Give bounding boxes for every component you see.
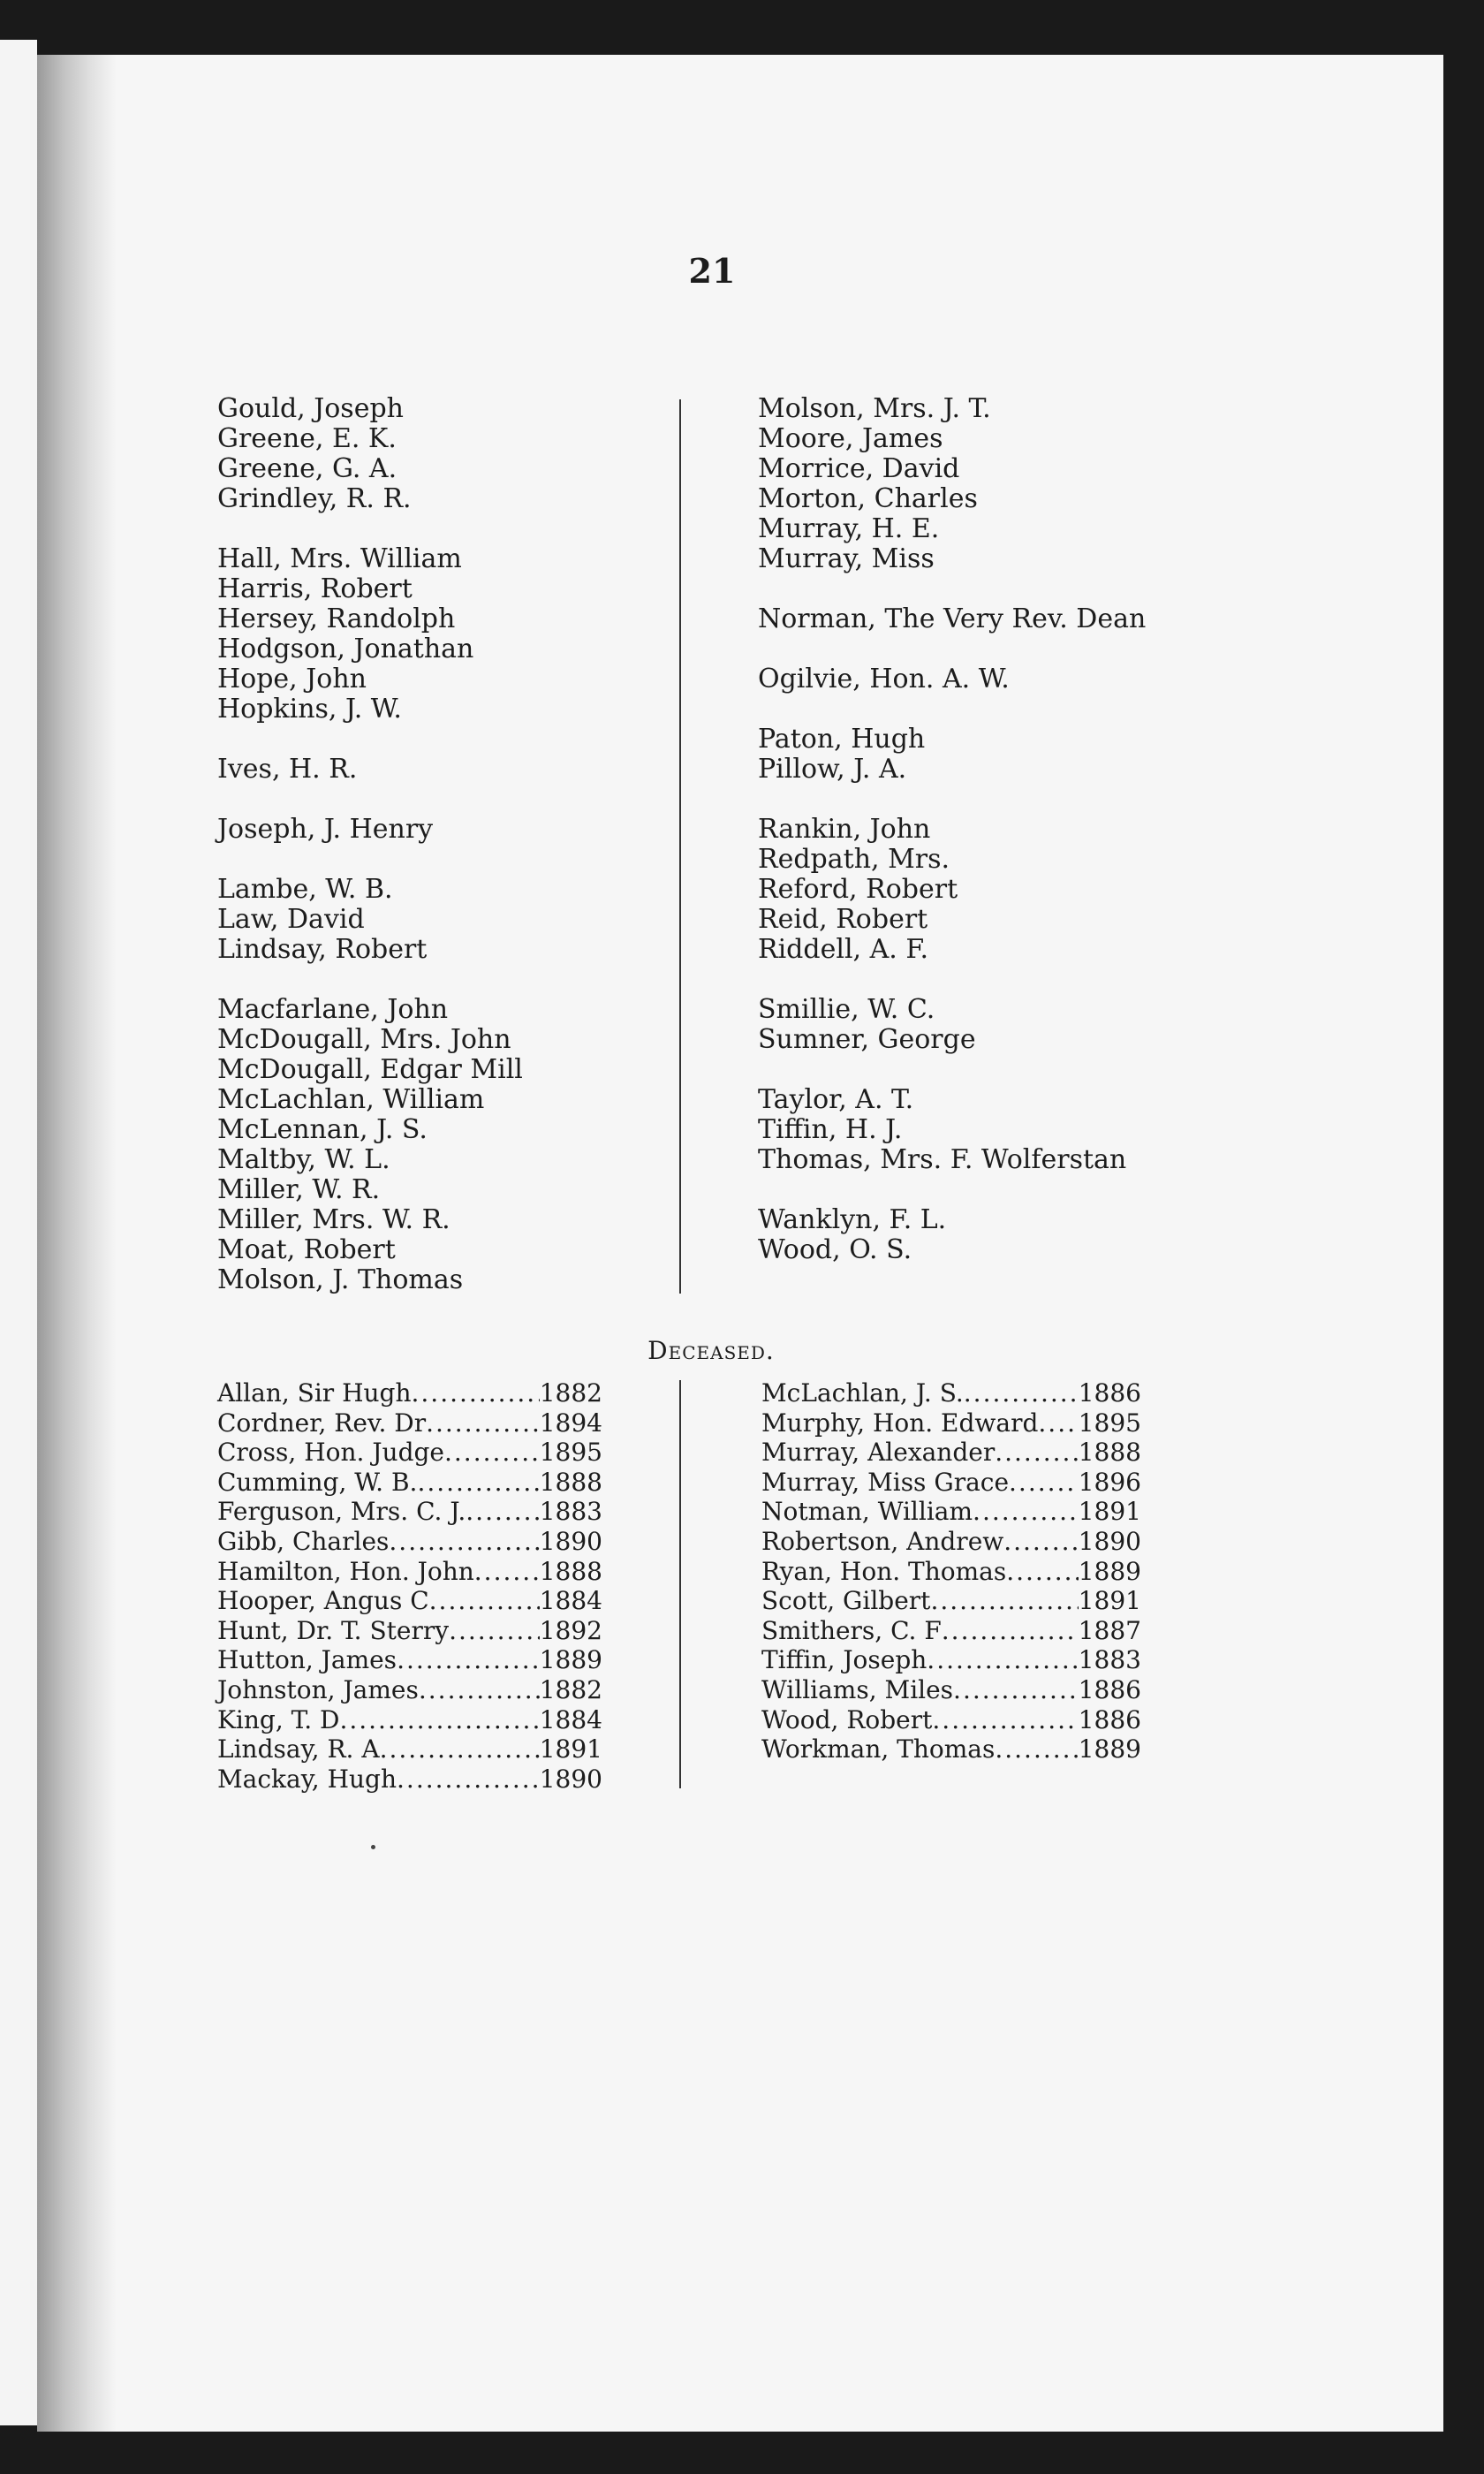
- member-name: Ives, H. R.: [217, 754, 358, 785]
- deceased-name: Hunt, Dr. T. Sterry: [217, 1615, 450, 1645]
- deceased-name: McLachlan, J. S.: [761, 1378, 964, 1408]
- deceased-name: Cross, Hon. Judge: [217, 1438, 444, 1468]
- deceased-name: Allan, Sir Hugh: [217, 1378, 412, 1408]
- deceased-year: 1886: [1078, 1378, 1141, 1408]
- dot-leader: [1006, 1557, 1079, 1587]
- dot-leader: [444, 1438, 540, 1468]
- deceased-year: 1882: [539, 1674, 602, 1704]
- deceased-entry: [217, 1557, 602, 1587]
- deceased-name: Ferguson, Mrs. C. J.: [217, 1497, 466, 1527]
- dot-leader: [426, 1408, 540, 1438]
- dot-leader: [389, 1527, 539, 1557]
- members-list-right: [758, 394, 1288, 1265]
- dot-leader: [412, 1378, 540, 1408]
- deceased-entry: [761, 1675, 1141, 1705]
- deceased-name: Murray, Miss Grace: [761, 1467, 1010, 1497]
- member-name: Hopkins, J. W.: [217, 694, 402, 725]
- deceased-entry: [217, 1497, 602, 1527]
- dot-leader: [995, 1438, 1079, 1468]
- deceased-name: Gibb, Charles: [217, 1526, 390, 1556]
- member-name: Taylor, A. T.: [758, 1084, 914, 1115]
- member-name: Macfarlane, John: [217, 994, 449, 1025]
- deceased-entry: [217, 1378, 602, 1408]
- page-number: 21: [688, 251, 736, 291]
- deceased-year: 1891: [1078, 1497, 1141, 1527]
- deceased-entry: [217, 1675, 602, 1705]
- member-name: Lambe, W. B.: [217, 874, 393, 905]
- member-name: Molson, Mrs. J. T.: [758, 393, 991, 424]
- deceased-name: Mackay, Hugh: [217, 1764, 398, 1794]
- deceased-entry: [217, 1468, 602, 1498]
- list-spacer: [217, 965, 677, 995]
- list-spacer: [217, 514, 677, 544]
- deceased-year: 1883: [1078, 1645, 1141, 1675]
- member-name: Joseph, J. Henry: [217, 814, 434, 845]
- deceased-name: Hutton, James: [217, 1645, 398, 1675]
- member-name: Greene, G. A.: [217, 453, 398, 484]
- deceased-year: 1890: [539, 1526, 602, 1556]
- dot-leader: [466, 1497, 539, 1527]
- dot-leader: [927, 1645, 1078, 1675]
- deceased-name: Murray, Alexander: [761, 1438, 996, 1468]
- facing-page-edge: [0, 40, 37, 2425]
- dot-leader: [397, 1645, 540, 1675]
- dot-leader: [995, 1734, 1078, 1764]
- deceased-name: Williams, Miles: [761, 1674, 954, 1704]
- deceased-entry: [217, 1586, 602, 1616]
- deceased-year: 1887: [1078, 1615, 1141, 1645]
- list-spacer: [758, 1055, 1288, 1085]
- member-name: Gould, Joseph: [217, 393, 404, 424]
- deceased-name: Notman, William: [761, 1497, 973, 1527]
- member-name: Pillow, J. A.: [758, 754, 907, 785]
- deceased-entry: [217, 1408, 602, 1438]
- deceased-entry: [217, 1527, 602, 1557]
- member-name: Hersey, Randolph: [217, 603, 456, 634]
- deceased-entry: [761, 1438, 1141, 1468]
- deceased-year: 1890: [1078, 1526, 1141, 1556]
- deceased-year: 1889: [1078, 1734, 1141, 1764]
- deceased-year: 1888: [1078, 1438, 1141, 1468]
- deceased-name: Cordner, Rev. Dr: [217, 1408, 427, 1438]
- deceased-entry: [761, 1408, 1141, 1438]
- list-spacer: [217, 725, 677, 755]
- member-name: Hodgson, Jonathan: [217, 634, 474, 664]
- column-divider-bottom: [679, 1380, 681, 1788]
- member-name: Wood, O. S.: [758, 1234, 912, 1265]
- deceased-year: 1895: [1078, 1408, 1141, 1438]
- deceased-entry: [761, 1586, 1141, 1616]
- dot-leader: [449, 1616, 540, 1646]
- member-name: Moat, Robert: [217, 1234, 396, 1265]
- dot-leader: [419, 1675, 540, 1705]
- deceased-name: Hooper, Angus C: [217, 1586, 429, 1616]
- deceased-name: Cumming, W. B.: [217, 1467, 418, 1497]
- deceased-name: Tiffin, Joseph: [761, 1645, 928, 1675]
- member-name: McDougall, Mrs. John: [217, 1024, 511, 1055]
- deceased-year: 1882: [539, 1378, 602, 1408]
- member-name: Hope, John: [217, 664, 367, 694]
- member-name: Rankin, John: [758, 814, 931, 845]
- dot-leader: [930, 1586, 1078, 1616]
- deceased-entry: [761, 1468, 1141, 1498]
- list-spacer: [758, 574, 1288, 604]
- deceased-entry: [761, 1734, 1141, 1764]
- dot-leader: [1009, 1468, 1079, 1498]
- dot-leader: [429, 1586, 540, 1616]
- dot-leader: [953, 1675, 1079, 1705]
- deceased-year: 1895: [539, 1438, 602, 1468]
- member-name: Redpath, Mrs.: [758, 844, 950, 875]
- deceased-name: Robertson, Andrew: [761, 1526, 1004, 1556]
- member-name: Smillie, W. C.: [758, 994, 935, 1025]
- deceased-list-left: [217, 1378, 602, 1794]
- deceased-year: 1884: [539, 1704, 602, 1734]
- deceased-name: Workman, Thomas: [761, 1734, 996, 1764]
- member-name: Molson, J. Thomas: [217, 1264, 464, 1295]
- deceased-year: 1889: [1078, 1556, 1141, 1586]
- member-name: Reid, Robert: [758, 904, 928, 935]
- deceased-list-right: [761, 1378, 1141, 1764]
- member-name: Thomas, Mrs. F. Wolferstan: [758, 1144, 1127, 1175]
- column-divider-top: [679, 399, 681, 1294]
- deceased-name: King, T. D: [217, 1704, 340, 1734]
- deceased-name: Wood, Robert: [761, 1704, 933, 1734]
- deceased-year: 1886: [1078, 1674, 1141, 1704]
- deceased-name: Johnston, James: [217, 1674, 419, 1704]
- deceased-name: Murphy, Hon. Edward: [761, 1408, 1039, 1438]
- deceased-name: Scott, Gilbert: [761, 1586, 931, 1616]
- deceased-year: 1883: [539, 1497, 602, 1527]
- dot-leader: [942, 1616, 1079, 1646]
- member-name: Grindley, R. R.: [217, 483, 412, 514]
- member-name: Reford, Robert: [758, 874, 958, 905]
- dot-leader: [339, 1705, 539, 1735]
- list-spacer: [758, 694, 1288, 725]
- gutter-shadow: [37, 55, 117, 2432]
- dot-leader: [474, 1557, 540, 1587]
- deceased-entry: [761, 1705, 1141, 1735]
- deceased-entry: [761, 1645, 1141, 1675]
- members-list-left: [217, 394, 677, 1295]
- member-name: Tiffin, H. J.: [758, 1114, 903, 1145]
- deceased-year: 1896: [1078, 1467, 1141, 1497]
- member-name: Moore, James: [758, 423, 943, 454]
- deceased-year: 1889: [539, 1645, 602, 1675]
- member-name: Riddell, A. F.: [758, 934, 929, 965]
- member-name: Sumner, George: [758, 1024, 976, 1055]
- print-speck: [371, 1845, 375, 1849]
- dot-leader: [1003, 1527, 1079, 1557]
- deceased-year: 1894: [539, 1408, 602, 1438]
- deceased-year: 1891: [539, 1734, 602, 1764]
- member-name: Murray, Miss: [758, 543, 935, 574]
- list-spacer: [217, 845, 677, 875]
- list-spacer: [217, 785, 677, 815]
- member-name: Law, David: [217, 904, 365, 935]
- deceased-entry: [217, 1764, 602, 1795]
- dot-leader: [417, 1468, 539, 1498]
- list-spacer: [758, 1175, 1288, 1205]
- member-name: Murray, H. E.: [758, 513, 940, 544]
- member-name: Morton, Charles: [758, 483, 978, 514]
- dot-leader: [397, 1764, 540, 1795]
- deceased-name: Smithers, C. F: [761, 1615, 942, 1645]
- member-name: Morrice, David: [758, 453, 960, 484]
- member-name: Harris, Robert: [217, 573, 413, 604]
- deceased-year: 1888: [539, 1467, 602, 1497]
- list-spacer: [758, 965, 1288, 995]
- deceased-entry: [761, 1616, 1141, 1646]
- member-name: Maltby, W. L.: [217, 1144, 390, 1175]
- member-name: Miller, W. R.: [217, 1174, 381, 1205]
- member-name: Hall, Mrs. William: [217, 543, 462, 574]
- deceased-name: Ryan, Hon. Thomas: [761, 1556, 1007, 1586]
- dot-leader: [973, 1497, 1079, 1527]
- dot-leader: [964, 1378, 1079, 1408]
- deceased-entry: [761, 1527, 1141, 1557]
- member-name: Miller, Mrs. W. R.: [217, 1204, 450, 1235]
- deceased-year: 1891: [1078, 1586, 1141, 1616]
- member-name: Paton, Hugh: [758, 724, 926, 755]
- deceased-year: 1890: [539, 1764, 602, 1794]
- deceased-entry: [217, 1438, 602, 1468]
- deceased-name: Hamilton, Hon. John: [217, 1556, 474, 1586]
- deceased-name: Lindsay, R. A: [217, 1734, 380, 1764]
- member-name: Lindsay, Robert: [217, 934, 428, 965]
- member-name: Greene, E. K.: [217, 423, 397, 454]
- deceased-year: 1886: [1078, 1704, 1141, 1734]
- deceased-entry: [761, 1557, 1141, 1587]
- deceased-entry: [217, 1705, 602, 1735]
- dot-leader: [380, 1734, 540, 1764]
- member-name: Ogilvie, Hon. A. W.: [758, 664, 1010, 694]
- dot-leader: [932, 1705, 1078, 1735]
- member-name: McDougall, Edgar Mill: [217, 1054, 523, 1085]
- deceased-year: 1892: [539, 1615, 602, 1645]
- deceased-entry: [217, 1645, 602, 1675]
- member-name: Wanklyn, F. L.: [758, 1204, 947, 1235]
- deceased-entry: [761, 1497, 1141, 1527]
- member-name: McLachlan, William: [217, 1084, 485, 1115]
- dot-leader: [1038, 1408, 1078, 1438]
- deceased-entry: [761, 1378, 1141, 1408]
- deceased-heading: Deceased.: [647, 1336, 775, 1365]
- list-spacer: [758, 634, 1288, 664]
- deceased-entry: [217, 1616, 602, 1646]
- deceased-entry: [217, 1734, 602, 1764]
- member-name: McLennan, J. S.: [217, 1114, 428, 1145]
- list-spacer: [758, 785, 1288, 815]
- member-name: Norman, The Very Rev. Dean: [758, 603, 1147, 634]
- deceased-year: 1884: [539, 1586, 602, 1616]
- deceased-year: 1888: [539, 1556, 602, 1586]
